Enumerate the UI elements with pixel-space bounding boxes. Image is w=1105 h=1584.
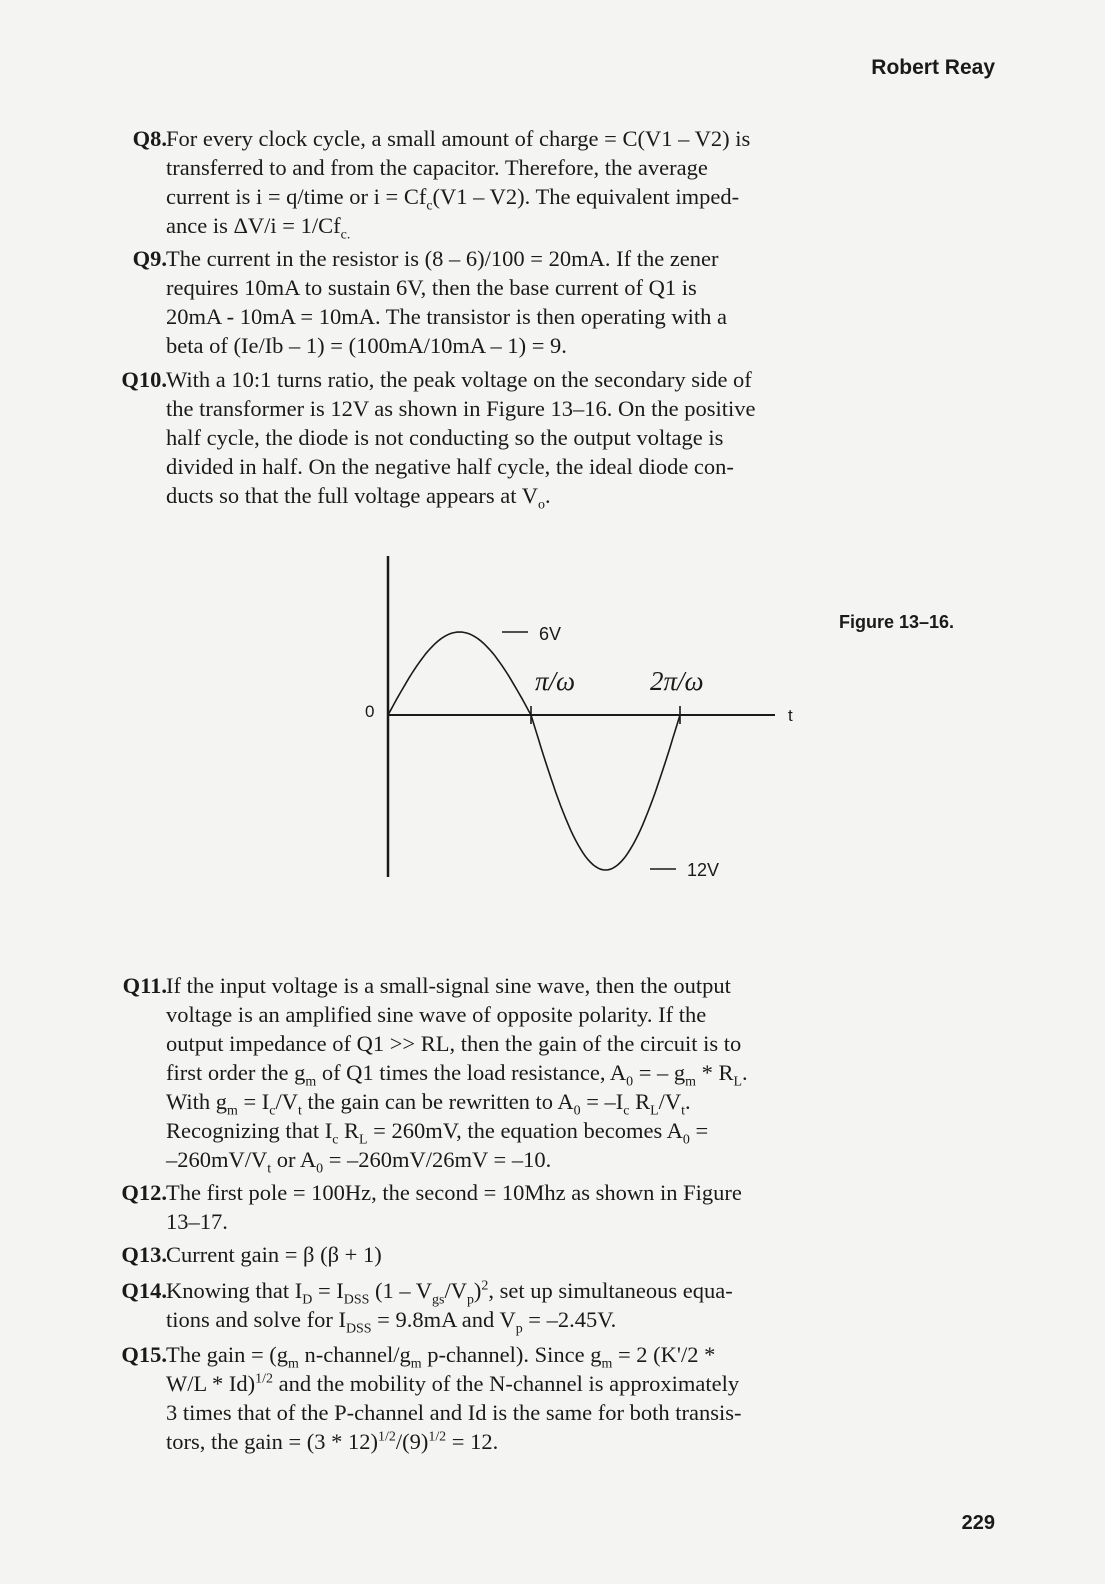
text-line: $-260mV/V_t$ or $A_0 = -260mV/26mV = -10$. bbox=[166, 1147, 552, 1177]
question-q11 bbox=[107, 971, 807, 1177]
text-line: The gain = ($g_m$ $n-channel/g_m$ p-channel). Since $g_m = 2$ (K'/2 * bbox=[166, 1342, 716, 1372]
positive-half-cycle bbox=[388, 632, 531, 715]
page-number: 229 bbox=[961, 1512, 995, 1534]
pos-peak-label: 6V bbox=[539, 624, 562, 644]
answer-text bbox=[166, 1276, 807, 1337]
answer-text bbox=[166, 971, 807, 1177]
text-line: the transformer is 12V as shown in Figure 13–16. On the positive bbox=[166, 396, 756, 421]
text-line: Recognizing that $I_c$ $R_L = 260mV$, the equation becomes $A_0$ = bbox=[166, 1118, 709, 1148]
text-line: half cycle, the diode is not conducting so the output voltage is bbox=[166, 425, 724, 450]
text-line: With $g_m = I_c/V_t$ the gain can be rewritten to $A_0 = -I_c$ $R_L/V_t$. bbox=[166, 1089, 691, 1119]
question-label: Q10. bbox=[121, 367, 167, 392]
text-line: The first pole = 100Hz, the second = 10Mhz as shown in Figure bbox=[166, 1180, 742, 1205]
text-line: With a 10:1 turns ratio, the peak voltage on the secondary side of bbox=[166, 367, 752, 392]
question-q14 bbox=[107, 1276, 807, 1337]
text-line: transferred to and from the capacitor. Therefore, the average bbox=[166, 155, 708, 180]
text-line: output impedance of Q1 >> RL, then the gain of the circuit is to bbox=[166, 1031, 742, 1056]
text-line: requires 10mA to sustain 6V, then the base current of Q1 is bbox=[166, 275, 697, 300]
question-label: Q12. bbox=[121, 1180, 167, 1205]
text-line: Current gain = β (β + 1) bbox=[166, 1242, 382, 1267]
answer-text bbox=[166, 1240, 807, 1269]
question-q15 bbox=[107, 1340, 807, 1456]
text-line: 3 times that of the P-channel and Id is the same for both transis- bbox=[166, 1400, 742, 1425]
origin-label: 0 bbox=[365, 702, 375, 721]
neg-peak-label: 12V bbox=[687, 860, 720, 880]
text-line: The current in the resistor is (8 – 6)/100 = 20mA. If the zener bbox=[166, 246, 719, 271]
pi-over-omega-label: π/ω bbox=[535, 666, 576, 696]
text-line: beta of (Ie/Ib – 1) = (100mA/10mA – 1) = 9. bbox=[166, 333, 567, 358]
question-q13 bbox=[107, 1240, 807, 1269]
text-line: For every clock cycle, a small amount of charge = C(V1 – V2) is bbox=[166, 126, 751, 151]
text-line: ance is $\Delta V/i = 1/Cf_{c.}$ bbox=[166, 213, 351, 243]
question-label: Q9. bbox=[132, 246, 167, 271]
question-label: Q13. bbox=[121, 1242, 167, 1267]
answer-text bbox=[166, 1178, 807, 1236]
question-q12 bbox=[107, 1178, 807, 1236]
text-line: 13–17. bbox=[166, 1209, 228, 1234]
text-line: If the input voltage is a small-signal sine wave, then the output bbox=[166, 973, 731, 998]
question-label: Q8. bbox=[132, 126, 167, 151]
text-line: tions and solve for $I_{DSS} = 9.8mA$ and $V_p = -2.45V$. bbox=[166, 1307, 617, 1337]
two-pi-over-omega-label: 2π/ω bbox=[650, 666, 704, 696]
text-line: tors, the gain = $(3 * 12)^{1/2}/(9)^{1/2} = 12$. bbox=[166, 1429, 499, 1454]
figure-caption: Figure 13–16. bbox=[839, 612, 955, 632]
text-line: Knowing that $I_D = I_{DSS}$ $(1 - V_{gs}/V_p)^2$, set up simultaneous equa- bbox=[166, 1278, 733, 1308]
text-line: voltage is an amplified sine wave of opposite polarity. If the bbox=[166, 1002, 707, 1027]
text-line: ducts so that the full voltage appears at $V_o$. bbox=[166, 483, 551, 513]
question-label: Q14. bbox=[121, 1278, 167, 1303]
answer-text bbox=[166, 1340, 807, 1456]
text-line: first order the $g_m$ of Q1 times the load resistance, $A_0$ = – $g_m * R_L$. bbox=[166, 1060, 748, 1090]
text-line: W/L * Id)$^{1/2}$ and the mobility of the N-channel is approximately bbox=[166, 1371, 740, 1396]
question-label: Q11. bbox=[122, 973, 167, 998]
t-axis-label: t bbox=[788, 706, 793, 725]
text-line: current is i = q/time or $i = Cf_c(V1 - V2)$. The equivalent imped- bbox=[166, 184, 740, 214]
negative-half-cycle bbox=[531, 715, 680, 870]
question-label: Q15. bbox=[121, 1342, 167, 1367]
text-line: 20mA - 10mA = 10mA. The transistor is then operating with a bbox=[166, 304, 727, 329]
running-header-author: Robert Reay bbox=[871, 56, 995, 79]
text-line: divided in half. On the negative half cycle, the ideal diode con- bbox=[166, 454, 734, 479]
